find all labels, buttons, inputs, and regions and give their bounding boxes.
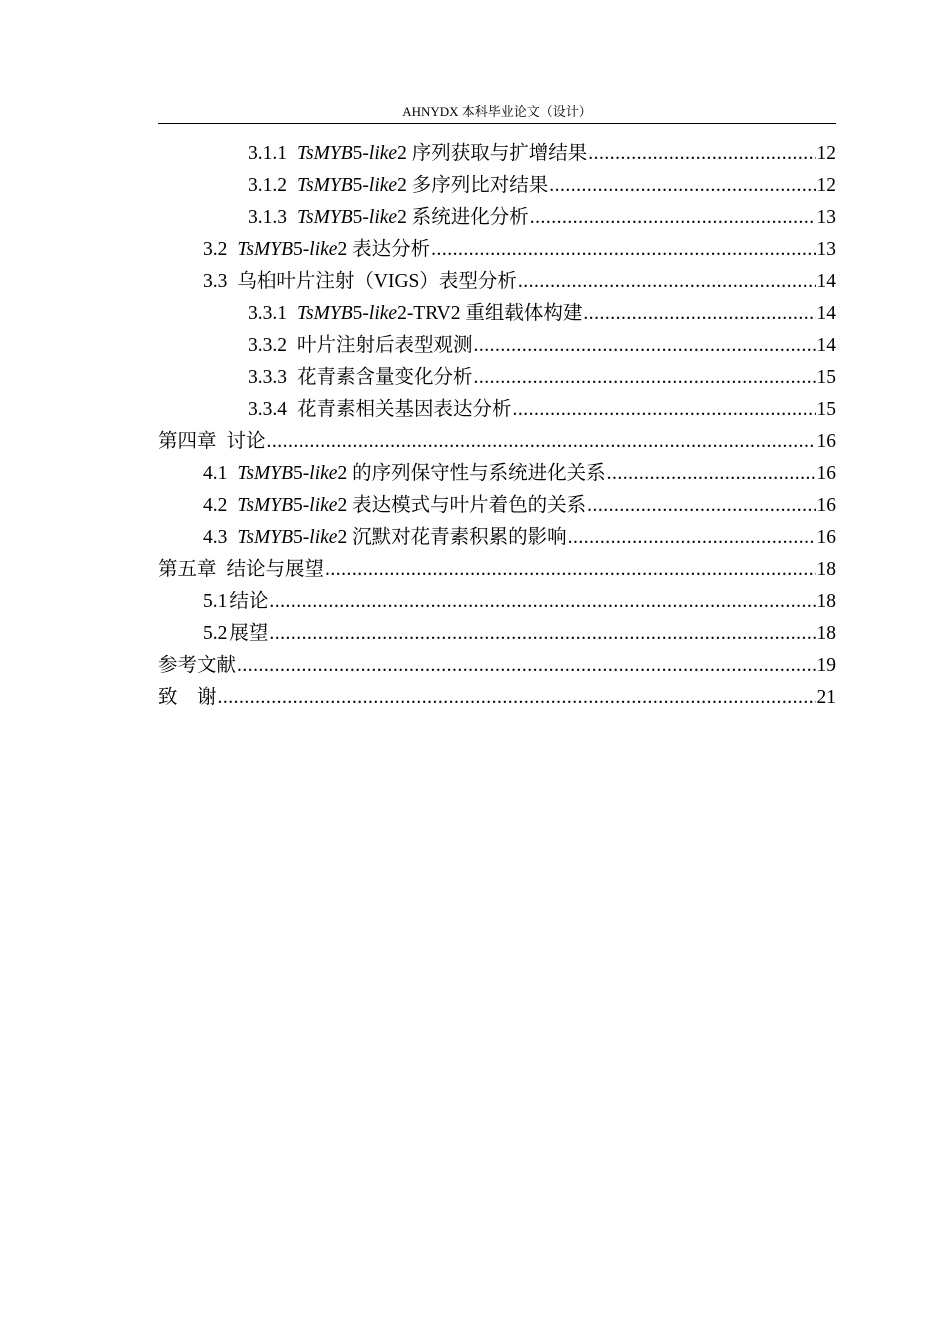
toc-leader-dots [269,618,815,650]
toc-entry-title [158,426,266,458]
toc-entry-number: 3.3.1 [248,303,287,324]
toc-leader-dots [474,362,816,394]
toc-leader-dots [513,394,816,426]
toc-entry-title [203,618,268,650]
toc-entry-number: 4.1 [203,463,228,484]
toc-entry-title [248,170,548,202]
toc-leader-dots [218,682,816,714]
toc-entry-text: 叶片注射后表型观测 [297,335,473,356]
toc-entry-title [248,298,582,330]
toc-leader-dots [237,650,815,682]
gene-name: TsMYB5-like2 [297,175,407,196]
toc-entry-number: 第五章 [158,559,217,580]
toc-entry[interactable] [158,618,836,650]
toc-entry-text: 结论 [229,591,269,612]
toc-page-number: 16 [816,431,836,452]
toc-entry[interactable] [158,586,836,618]
toc-entry-number: 3.1.2 [248,175,287,196]
toc-leader-dots [474,330,816,362]
toc-entry-number: 4.3 [203,527,228,548]
toc-entry[interactable] [158,170,836,202]
toc-entry-title [203,490,586,522]
toc-leader-dots [325,554,815,586]
toc-page-number: 16 [816,527,836,548]
toc-entry[interactable] [158,266,836,298]
toc-entry-title [203,266,517,298]
toc-entry-number: 3.3 [203,271,228,292]
toc-entry-title [203,458,606,490]
toc-leader-dots [568,522,816,554]
toc-entry-text: 乌桕叶片注射（VIGS）表型分析 [237,271,517,292]
toc-leader-dots [431,234,815,266]
header-rule [158,123,836,124]
toc-entry-number: 3.3.4 [248,399,287,420]
toc-entry-title [248,394,512,426]
toc-page-number: 14 [816,271,836,292]
toc-entry-number: 第四章 [158,431,217,452]
toc-page-number: 14 [816,335,836,356]
toc-entry[interactable] [158,490,836,522]
toc-entry-text: 参考文献 [158,655,237,676]
toc-page-number: 13 [816,239,836,260]
gene-name: TsMYB5-like2 [237,463,348,484]
toc-entry-text: 的序列保守性与系统进化关系 [352,463,606,484]
gene-name: TsMYB5-like2 [297,207,407,228]
toc-leader-dots [587,490,815,522]
toc-entry-text: 表达模式与叶片着色的关系 [352,495,587,516]
toc-entry-number: 3.1.1 [248,143,287,164]
toc-entry[interactable] [158,138,836,170]
toc-entry[interactable] [158,298,836,330]
toc-leader-dots [267,426,816,458]
toc-entry-title [248,138,587,170]
table-of-contents [158,138,836,714]
toc-entry-text: 展望 [229,623,269,644]
toc-entry[interactable] [158,330,836,362]
toc-entry-text: 重组载体构建 [465,303,583,324]
toc-leader-dots [518,266,816,298]
toc-entry-number: 5.1 [203,591,228,612]
toc-entry-text: 讨论 [226,431,266,452]
gene-name: TsMYB5-like2 [297,143,407,164]
toc-entry[interactable] [158,682,836,714]
toc-entry-title [248,202,529,234]
toc-entry-text: 沉默对花青素积累的影响 [352,527,567,548]
toc-entry-text: 表达分析 [352,239,431,260]
toc-page-number: 19 [816,655,836,676]
gene-name: TsMYB5-like2 [237,495,348,516]
toc-entry[interactable] [158,458,836,490]
toc-entry-number: 3.3.3 [248,367,287,388]
toc-entry-text: 花青素相关基因表达分析 [297,399,512,420]
toc-entry[interactable] [158,362,836,394]
toc-entry-number: 3.3.2 [248,335,287,356]
toc-page-number: 18 [816,591,836,612]
toc-page-number: 16 [816,495,836,516]
toc-leader-dots [588,138,815,170]
toc-leader-dots [607,458,816,490]
toc-entry-title [158,650,236,682]
toc-entry[interactable] [158,394,836,426]
toc-page-number: 12 [816,143,836,164]
toc-page-number: 18 [816,559,836,580]
toc-entry[interactable] [158,234,836,266]
gene-name: TsMYB5-like2 [237,239,348,260]
toc-page-number: 13 [816,207,836,228]
toc-page-number: 16 [816,463,836,484]
toc-entry-text: 结论与展望 [226,559,325,580]
toc-entry-title [248,362,473,394]
gene-name: TsMYB5-like2-TRV2 [297,303,461,324]
toc-leader-dots [549,170,815,202]
toc-entry-number: 3.2 [203,239,228,260]
toc-entry-title [248,330,473,362]
toc-leader-dots [530,202,816,234]
toc-entry-number: 3.1.3 [248,207,287,228]
page-header: AHNYDX 本科毕业论文（设计） [402,104,592,119]
toc-entry-number: 4.2 [203,495,228,516]
toc-entry-text: 系统进化分析 [411,207,529,228]
toc-entry-number: 5.2 [203,623,228,644]
toc-page-number: 15 [816,367,836,388]
toc-entry-text: 序列获取与扩增结果 [411,143,588,164]
toc-leader-dots [269,586,815,618]
toc-entry-title [203,586,268,618]
toc-entry-title [158,554,324,586]
toc-entry[interactable] [158,554,836,586]
toc-page-number: 18 [816,623,836,644]
toc-entry-text: 多序列比对结果 [411,175,549,196]
toc-entry[interactable] [158,426,836,458]
gene-name: TsMYB5-like2 [237,527,348,548]
toc-page-number: 14 [816,303,836,324]
toc-entry[interactable] [158,650,836,682]
toc-page-number: 12 [816,175,836,196]
toc-page-number: 21 [816,687,836,708]
toc-entry-text: 致 谢 [158,687,217,708]
toc-entry-title [158,682,217,714]
toc-entry-title [203,234,430,266]
toc-entry-text: 花青素含量变化分析 [297,367,473,388]
toc-entry-title [203,522,567,554]
toc-entry[interactable] [158,202,836,234]
toc-leader-dots [583,298,815,330]
toc-page-number: 15 [816,399,836,420]
toc-entry[interactable] [158,522,836,554]
